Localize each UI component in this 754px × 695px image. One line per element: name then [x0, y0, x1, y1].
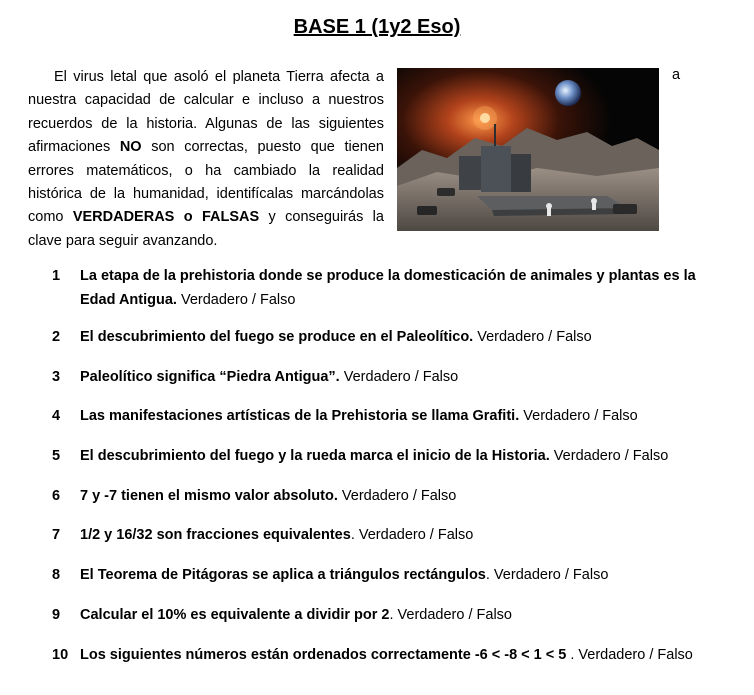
list-item: 8 El Teorema de Pitágoras se aplica a triángulos rectángulos. Verdadero / Falso [52, 567, 609, 583]
list-item: 5 El descubrimiento del fuego y la rueda marca el inicio de la Historia. Verdadero / Falso [52, 448, 669, 464]
intro-no: NO [119, 139, 142, 156]
intro-paragraph [28, 66, 384, 253]
list-item: 6 7 y -7 tienen el mismo valor absoluto. Verdadero / Falso [52, 488, 457, 504]
list-item: 4 Las manifestaciones artísticas de la Prehistoria se llama Grafiti. Verdadero / Falso [52, 408, 638, 424]
list-item: 1 La etapa de la prehistoria donde se produce la domesticación de animales y plantas es la Edad Antigua. Verdadero / Falso [52, 268, 696, 308]
intro-vf: VERDADERAS o FALSAS [72, 209, 260, 226]
stray-letter: a [672, 67, 681, 83]
list-item: 3 Paleolítico significa “Piedra Antigua”. Verdadero / Falso [52, 369, 459, 385]
list-item: 7 1/2 y 16/32 son fracciones equivalentes. Verdadero / Falso [52, 527, 474, 543]
list-item: 2 El descubrimiento del fuego se produce en el Paleolítico. Verdadero / Falso [52, 329, 592, 345]
intro-text-3: y conseguirás la clave para seguir avanzando. [28, 209, 384, 249]
page-title: BASE 1 (1y2 Eso) [293, 16, 461, 38]
sci-fi-illustration [397, 68, 659, 231]
intro-text-1: El virus letal que asoló el planeta Tierra afecta a nuestra capacidad de calcular e incluso a nuestros recuerdos de la historia. Algunas de las siguientes afirmaciones [28, 69, 384, 156]
intro-text-2: son correctas, puesto que tienen errores matemáticos, o ha cambiado la realidad histórica de la humanidad, identifícalas marcándolas como [28, 139, 384, 226]
list-item: 9 Calcular el 10% es equivalente a dividir por 2. Verdadero / Falso [52, 607, 512, 623]
list-item: 10 Los siguientes números están ordenados correctamente -6 < -8 < 1 < 5 . Verdadero / Falso [52, 647, 693, 663]
